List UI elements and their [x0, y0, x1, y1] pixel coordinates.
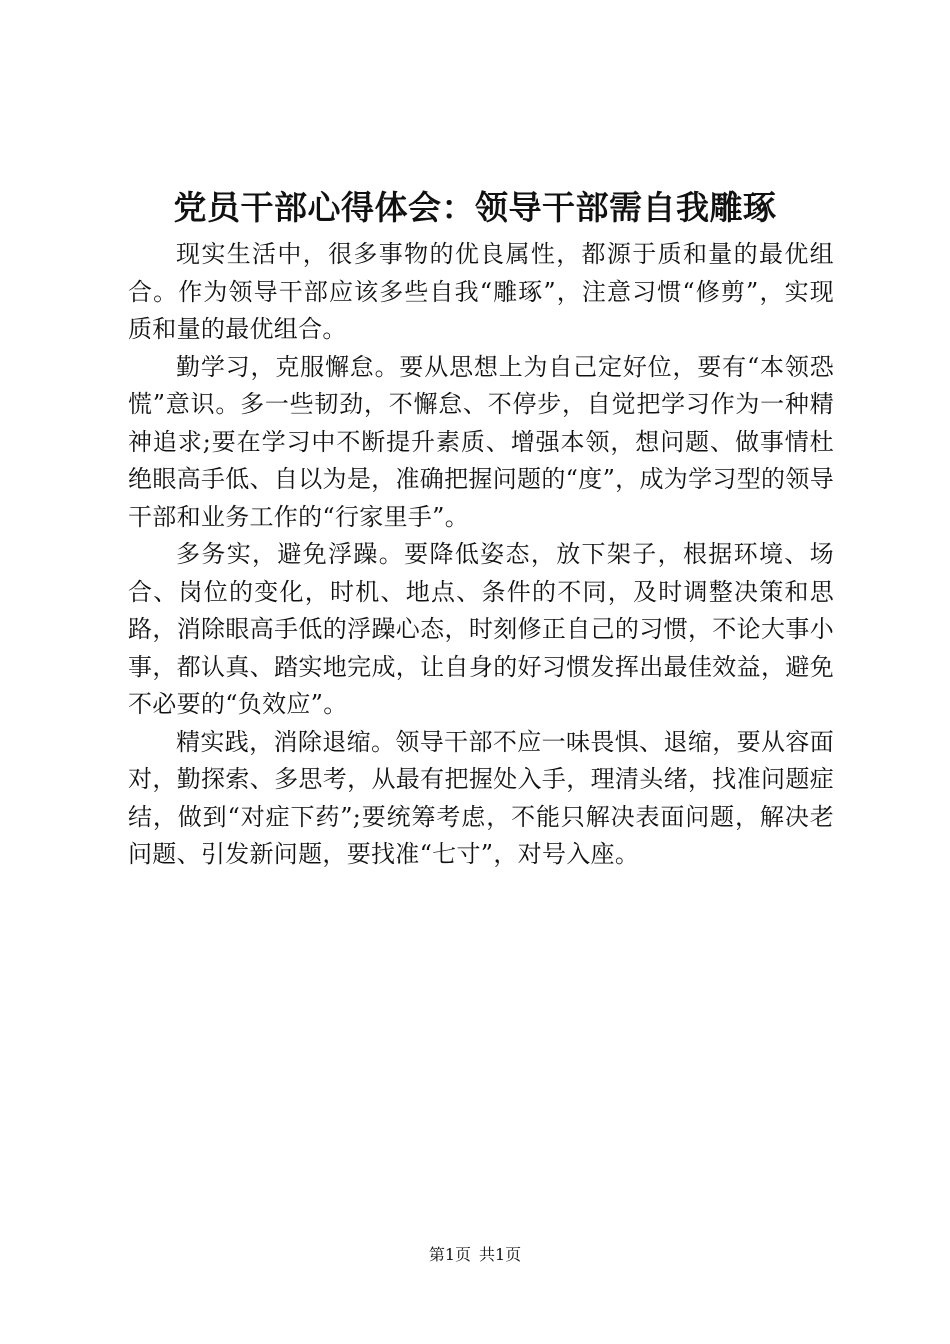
page-footer: [0, 1244, 950, 1266]
page-number: 第1页: [428, 1245, 471, 1264]
paragraph-practice: 精实践，消除退缩。领导干部不应一味畏惧、退缩，要从容面对，勤探索、多思考，从最有把握处入手，理清头绪，找准问题症结，做到“对症下药”;要统筹考虑，不能只解决表面问题，解决老问题、引发新问题，要找准“七寸”，对号入座。: [128, 727, 834, 868]
paragraph-practical: 多务实，避免浮躁。要降低姿态，放下架子，根据环境、场合、岗位的变化，时机、地点、条件的不同，及时调整决策和思路，消除眼高手低的浮躁心态，时刻修正自己的习惯，不论大事小事，都认真、踏实地完成，让自身的好习惯发挥出最佳效益，避免不必要的“负效应”。: [128, 540, 834, 718]
paragraph-study: 勤学习，克服懈怠。要从思想上为自己定好位，要有“本领恐慌”意识。多一些韧劲，不懈怠、不停步，自觉把学习作为一种精神追求;要在学习中不断提升素质、增强本领，想问题、做事情杜绝眼高手低、自以为是，准确把握问题的“度”，成为学习型的领导干部和业务工作的“行家里手”。: [128, 352, 834, 531]
paragraph-intro: 现实生活中，很多事物的优良属性，都源于质和量的最优组合。作为领导干部应该多些自我“雕琢”，注意习惯“修剪”，实现质和量的最优组合。: [128, 240, 834, 343]
page-total: 共1页: [479, 1245, 522, 1264]
document-title: 党员干部心得体会：领导干部需自我雕琢: [173, 188, 777, 227]
document-body: [128, 236, 834, 874]
